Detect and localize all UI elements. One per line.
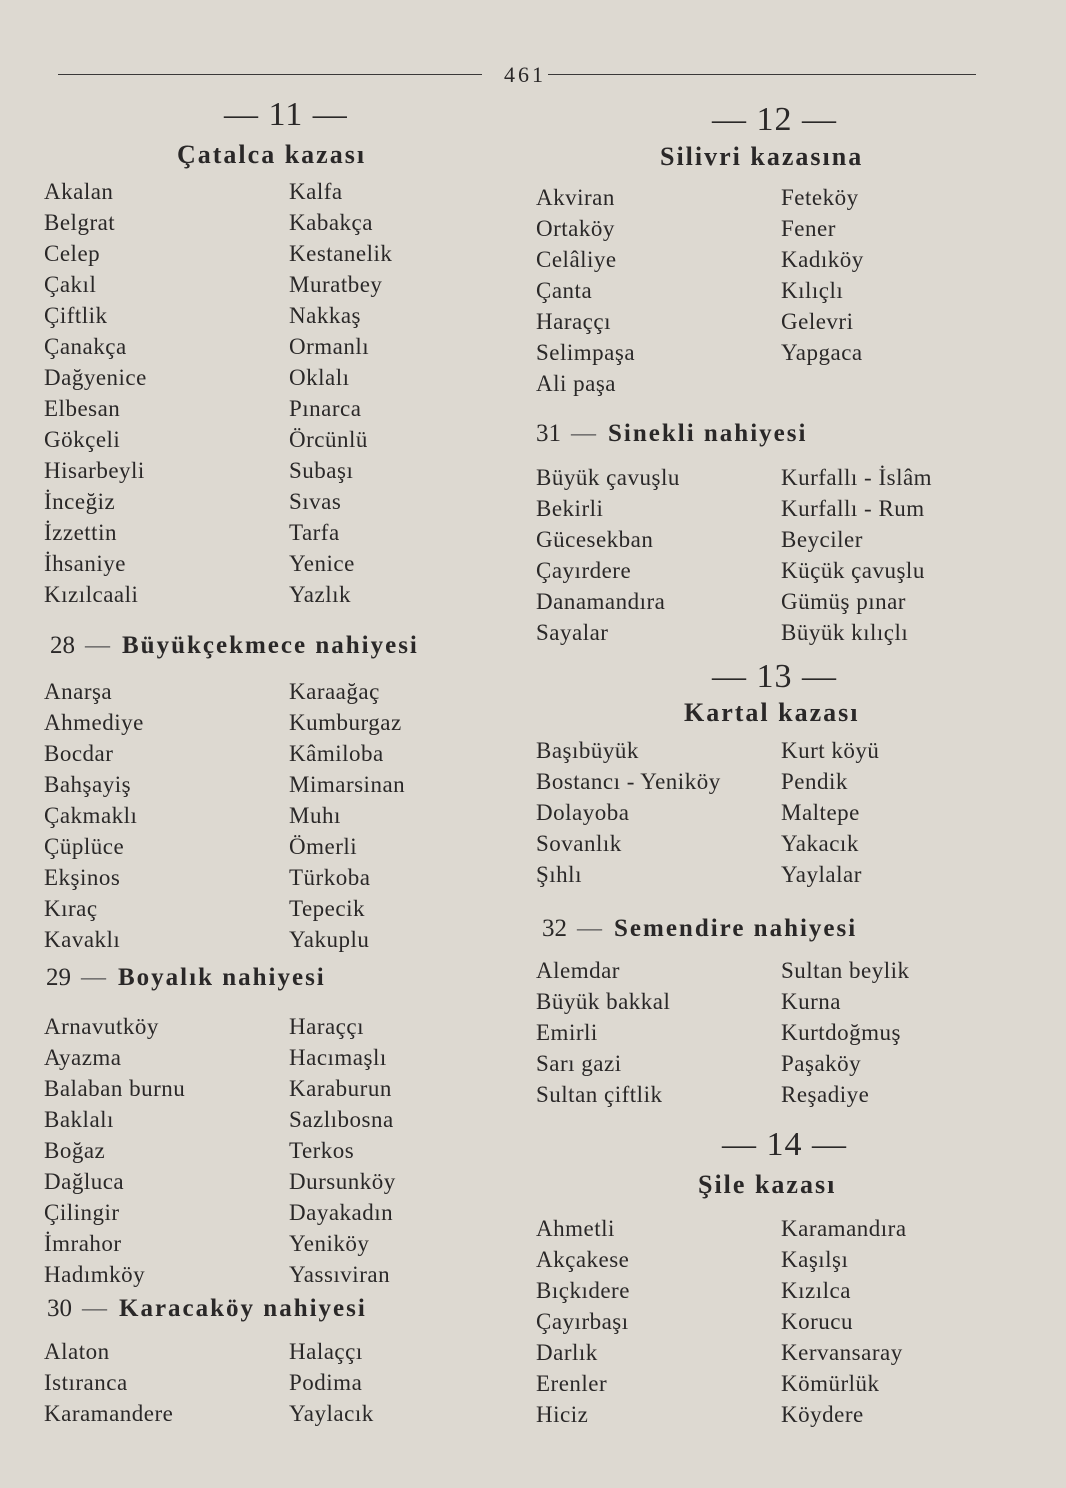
village-name: Akviran [536, 185, 615, 210]
village-list [44, 1336, 509, 1429]
nahiye-number: 28 [50, 632, 75, 659]
village-name: Terkos [289, 1138, 355, 1163]
village-name: Feteköy [781, 185, 859, 210]
village-name: Anarşa [44, 679, 113, 704]
village-list [536, 955, 1001, 1110]
village-name: Büyük kılıçlı [781, 620, 909, 645]
village-name: Hiciz [536, 1402, 589, 1427]
village-name: Dağyenice [44, 365, 147, 390]
kaza-number: — 12 — [712, 101, 837, 138]
village-name: Köydere [781, 1402, 864, 1427]
village-name: Çilingir [44, 1200, 120, 1225]
nahiye-number: 31 [536, 420, 561, 447]
village-name: Karamandıra [781, 1216, 907, 1241]
village-name: Çayırbaşı [536, 1309, 629, 1334]
village-name: Kadıköy [781, 247, 864, 272]
village-name: Çakmaklı [44, 803, 138, 828]
village-name: Korucu [781, 1309, 853, 1334]
village-list [536, 1213, 1001, 1430]
village-name: Bostancı - Yeniköy [536, 769, 721, 794]
village-name: Subaşı [289, 458, 354, 483]
village-name: Yassıviran [289, 1262, 391, 1287]
village-list [536, 462, 1001, 648]
village-name: Kestanelik [289, 241, 393, 266]
village-name: Muratbey [289, 272, 383, 297]
village-name: Yaylacık [289, 1401, 374, 1426]
nahiye-dash: — [571, 420, 596, 447]
village-name: Kâmiloba [289, 741, 384, 766]
village-name: Sayalar [536, 620, 609, 645]
village-name: Ali paşa [536, 371, 617, 396]
nahiye-title: Boyalık nahiyesi [118, 964, 326, 991]
village-name: Yapgaca [781, 340, 863, 365]
village-name: Yazlık [289, 582, 352, 607]
village-name: Büyük çavuşlu [536, 465, 680, 490]
village-list [44, 1011, 509, 1290]
village-list [44, 176, 509, 610]
village-name: Kömürlük [781, 1371, 880, 1396]
nahiye-title: Semendire nahiyesi [614, 915, 858, 942]
village-name: Podima [289, 1370, 363, 1395]
village-name: Çanakça [44, 334, 127, 359]
village-name: Erenler [536, 1371, 608, 1396]
village-name [781, 368, 1001, 399]
nahiye-dash: — [577, 915, 602, 942]
nahiye-title: Büyükçekmece nahiyesi [122, 632, 419, 659]
village-name: İnceğiz [44, 489, 116, 514]
village-name: Sıvas [289, 489, 342, 514]
kaza-title: Silivri kazasına [660, 142, 864, 171]
village-name: Ahmediye [44, 710, 144, 735]
village-name: Bocdar [44, 741, 114, 766]
header-rule-right [548, 74, 976, 75]
village-name: Çayırdere [536, 558, 632, 583]
nahiye-title: Sinekli nahiyesi [608, 420, 808, 447]
header-rule-left [58, 74, 482, 75]
nahiye-dash: — [85, 632, 110, 659]
nahiye-number: 32 [542, 915, 567, 942]
village-name: Hadımköy [44, 1262, 146, 1287]
village-name: Karaağaç [289, 679, 380, 704]
village-name: Ekşinos [44, 865, 121, 890]
village-name: Çakıl [44, 272, 97, 297]
village-name: Kurfallı - İslâm [781, 465, 933, 490]
village-name: Elbesan [44, 396, 121, 421]
village-name: Kurfallı - Rum [781, 496, 925, 521]
village-name: Dağluca [44, 1169, 125, 1194]
village-name: Dursunköy [289, 1169, 396, 1194]
village-name: Akalan [44, 179, 114, 204]
village-name: Çanta [536, 278, 593, 303]
nahiye-heading [542, 915, 857, 943]
nahiye-heading [536, 420, 807, 448]
village-name: Tarfa [289, 520, 340, 545]
village-name: Ortaköy [536, 216, 615, 241]
village-name: Karaburun [289, 1076, 392, 1101]
village-name: Kızılca [781, 1278, 851, 1303]
nahiye-number: 29 [46, 964, 71, 991]
village-name: Nakkaş [289, 303, 361, 328]
village-name: Küçük çavuşlu [781, 558, 925, 583]
village-name: Gümüş pınar [781, 589, 906, 614]
village-name: Paşaköy [781, 1051, 862, 1076]
village-list [44, 676, 509, 955]
village-list [536, 182, 1001, 399]
village-name: Kavaklı [44, 927, 121, 952]
village-name: Halaççı [289, 1339, 363, 1364]
village-name: Hisarbeyli [44, 458, 145, 483]
kaza-title: Kartal kazası [684, 698, 860, 727]
nahiye-dash: — [81, 964, 106, 991]
village-name: Yakuplu [289, 927, 370, 952]
village-name: Kılıçlı [781, 278, 844, 303]
kaza-number: — 13 — [712, 658, 837, 695]
village-name: Balaban burnu [44, 1076, 186, 1101]
village-name: Alaton [44, 1339, 110, 1364]
kaza-title: Şile kazası [698, 1170, 837, 1199]
village-name: Gücesekban [536, 527, 654, 552]
kaza-number: — 11 — [224, 96, 348, 133]
village-name: Yaylalar [781, 862, 862, 887]
village-name: Kurt köyü [781, 738, 880, 763]
village-name: İmrahor [44, 1231, 122, 1256]
nahiye-number: 30 [47, 1295, 72, 1322]
village-name: Hacımaşlı [289, 1045, 387, 1070]
village-name: Yeniköy [289, 1231, 370, 1256]
village-name: Celep [44, 241, 101, 266]
village-name: Kıraç [44, 896, 98, 921]
village-name: Muhı [289, 803, 341, 828]
village-name: Maltepe [781, 800, 860, 825]
village-name: Şıhlı [536, 862, 582, 887]
village-name: Oklalı [289, 365, 350, 390]
village-list [536, 735, 1001, 890]
village-name: Akçakese [536, 1247, 630, 1272]
village-name: Gelevri [781, 309, 854, 334]
village-name: Istıranca [44, 1370, 128, 1395]
village-name: Sazlıbosna [289, 1107, 394, 1132]
village-name: Çüplüce [44, 834, 125, 859]
village-name: Boğaz [44, 1138, 106, 1163]
village-name: Tepecik [289, 896, 365, 921]
village-name: Kalfa [289, 179, 343, 204]
village-name: Beyciler [781, 527, 863, 552]
kaza-title: Çatalca kazası [177, 140, 367, 169]
village-name: Sultan beylik [781, 958, 910, 983]
village-name: Emirli [536, 1020, 598, 1045]
village-name: İzzettin [44, 520, 117, 545]
village-name: Dayakadın [289, 1200, 394, 1225]
village-name: Pınarca [289, 396, 362, 421]
village-name: Yenice [289, 551, 355, 576]
village-name: Danamandıra [536, 589, 666, 614]
village-name: Haraççı [536, 309, 611, 334]
kaza-number: — 14 — [722, 1126, 847, 1163]
village-name: Kervansaray [781, 1340, 903, 1365]
nahiye-heading [50, 632, 419, 660]
village-name: Haraççı [289, 1014, 364, 1039]
village-name: Darlık [536, 1340, 598, 1365]
village-name: Ömerli [289, 834, 358, 859]
village-name: Büyük bakkal [536, 989, 671, 1014]
village-name: Kumburgaz [289, 710, 402, 735]
village-name: Kurtdoğmuş [781, 1020, 901, 1045]
village-name: Türkoba [289, 865, 371, 890]
village-name: Baklalı [44, 1107, 114, 1132]
village-name: Sovanlık [536, 831, 622, 856]
village-name: Celâliye [536, 247, 617, 272]
village-name: Belgrat [44, 210, 116, 235]
nahiye-title: Karacaköy nahiyesi [119, 1295, 367, 1322]
village-name: Arnavutköy [44, 1014, 159, 1039]
village-name: Karamandere [44, 1401, 174, 1426]
village-name: Kurna [781, 989, 841, 1014]
village-name: Sarı gazi [536, 1051, 622, 1076]
village-name: Ahmetli [536, 1216, 615, 1241]
village-name: Pendik [781, 769, 848, 794]
village-name: Kabakça [289, 210, 373, 235]
village-name: Bıçkıdere [536, 1278, 630, 1303]
village-name: Kızılcaali [44, 582, 139, 607]
village-name: Yakacık [781, 831, 859, 856]
page-number: 461 [504, 62, 546, 87]
village-name: Çiftlik [44, 303, 108, 328]
village-name: Bekirli [536, 496, 604, 521]
village-name: Ayazma [44, 1045, 122, 1070]
village-name: Örcünlü [289, 427, 368, 452]
village-name: Selimpaşa [536, 340, 636, 365]
village-name: İhsaniye [44, 551, 126, 576]
nahiye-heading [47, 1295, 367, 1323]
village-name: Sultan çiftlik [536, 1082, 663, 1107]
village-name: Fener [781, 216, 836, 241]
village-name: Mimarsinan [289, 772, 406, 797]
village-name: Gökçeli [44, 427, 121, 452]
village-name: Ormanlı [289, 334, 370, 359]
nahiye-dash: — [82, 1295, 107, 1322]
village-name: Başıbüyük [536, 738, 639, 763]
village-name: Alemdar [536, 958, 620, 983]
village-name: Bahşayiş [44, 772, 132, 797]
village-name: Dolayoba [536, 800, 630, 825]
village-name: Reşadiye [781, 1082, 870, 1107]
nahiye-heading [46, 964, 326, 992]
village-name: Kaşılşı [781, 1247, 849, 1272]
